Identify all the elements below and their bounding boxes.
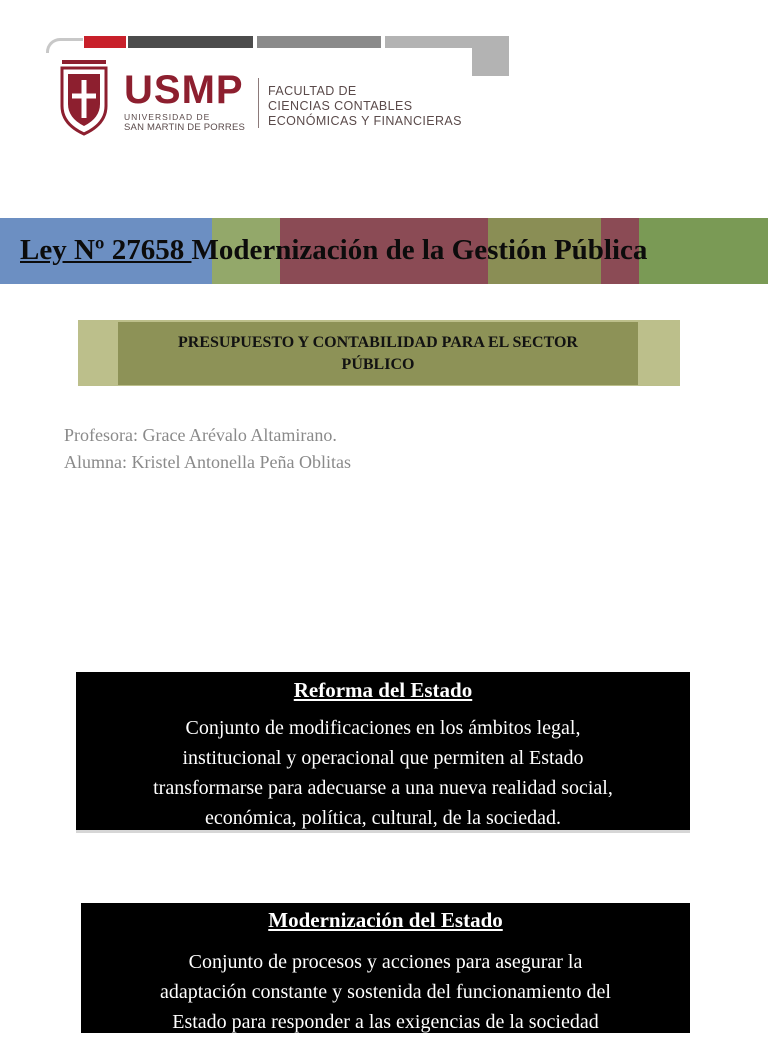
decor-bar-dark [128,36,253,48]
course-box [118,322,638,385]
decor-bar-block [472,36,509,76]
definition-line: económica, política, cultural, de la sociedad. [205,807,561,829]
university-short-name: USMP [124,68,244,112]
definition-title: Modernización del Estado [268,908,503,932]
university-sub-line-1: UNIVERSIDAD DE [124,112,211,122]
course-title [128,332,628,376]
definition-line: Estado para responder a las exigencias de la sociedad [172,1011,599,1033]
student-name: Alumna: Kristel Antonella Peña Oblitas [64,452,351,472]
logo-divider [258,78,259,128]
page-title [20,230,647,271]
title-band-green-3 [639,218,768,284]
definition-line: institucional y operacional que permiten al Estado [182,747,584,769]
faculty-line-2: CIENCIAS CONTABLES [268,99,413,113]
law-number: Ley Nº 27658 [20,234,192,266]
definition-line: adaptación constante y sostenida del funcionamiento del [160,981,611,1003]
decor-corner-icon [46,38,83,53]
faculty-line-1: FACULTAD DE [268,84,357,98]
decor-bar-red [84,36,126,48]
definition-line: Conjunto de procesos y acciones para asegurar la [188,951,583,973]
faculty-name [268,84,462,129]
course-title-line-1: PRESUPUESTO Y CONTABILIDAD PARA EL SECTOR [178,333,578,351]
university-seal-icon [56,58,112,138]
definition-title: Reforma del Estado [293,678,473,702]
teacher-name: Profesora: Grace Arévalo Altamirano. [64,425,337,445]
course-title-line-2: PÚBLICO [341,355,415,373]
authors [64,422,351,476]
definition-line: Conjunto de modificaciones en los ámbitos legal, [185,717,581,739]
definition-body [76,713,690,833]
decor-bar-mid [257,36,381,48]
law-name: Modernización de la Gestión Pública [191,234,648,266]
university-sub-line-2: SAN MARTIN DE PORRES [124,122,246,133]
definition-box-modernizacion [81,903,690,1033]
faculty-line-3: ECONÓMICAS Y FINANCIERAS [268,114,462,128]
definition-line: transformarse para adecuarse a una nueva realidad social, [153,777,613,799]
definition-box-reforma [76,672,690,830]
